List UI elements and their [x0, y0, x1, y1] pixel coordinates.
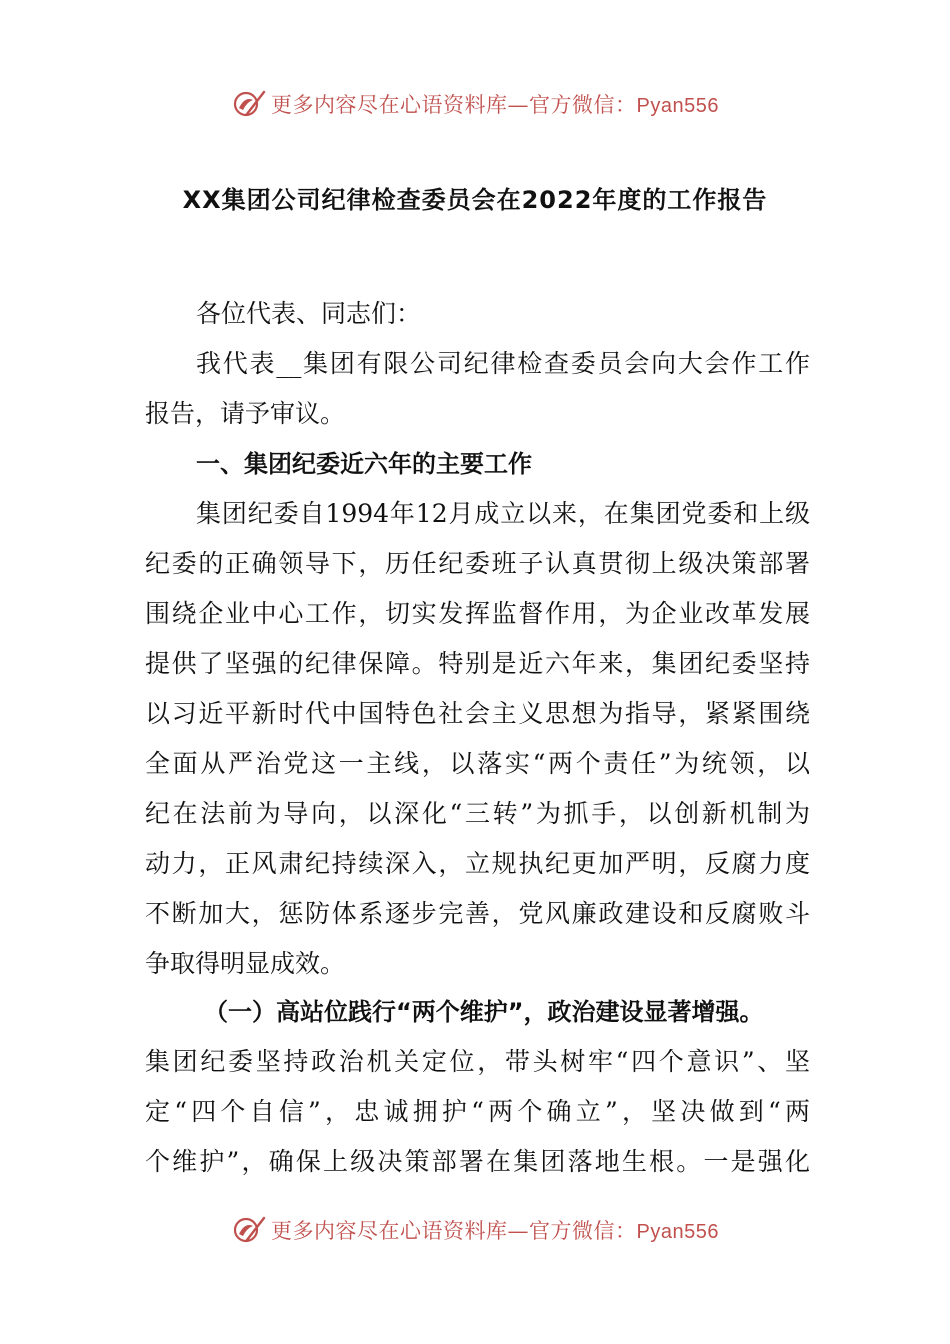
paragraph-line: 提供了坚强的纪律保障。特别是近六年来，集团纪委坚持	[145, 649, 810, 678]
intro-line: 报告，请予审议。	[145, 399, 346, 428]
paragraph-line: 争取得明显成效。	[145, 949, 346, 978]
paragraph-line: 个维护”，确保上级决策部署在集团落地生根。一是强化	[145, 1147, 810, 1176]
paragraph-line: 集团纪委自1994年12月成立以来，在集团党委和上级	[196, 499, 810, 528]
watermark-footer	[0, 1210, 950, 1250]
watermark-text: 更多内容尽在心语资料库—官方微信：Pyan556	[271, 93, 719, 117]
subsection-heading: （一）高站位践行“两个维护”，政治建设显著增强。	[204, 998, 764, 1026]
paragraph-line: 纪委的正确领导下，历任纪委班子认真贯彻上级决策部署	[145, 549, 810, 578]
document-title: XX集团公司纪律检查委员会在2022年度的工作报告	[182, 186, 768, 214]
paragraph-line: 不断加大，惩防体系逐步完善，党风廉政建设和反腐败斗	[145, 899, 810, 928]
paragraph-line: 纪在法前为导向，以深化“三转”为抓手，以创新机制为	[145, 799, 810, 828]
paragraph-line: 动力，正风肃纪持续深入，立规执纪更加严明，反腐力度	[145, 849, 810, 878]
paragraph-line: 全面从严治党这一主线，以落实“两个责任”为统领，以	[145, 749, 810, 778]
pen-logo-icon	[231, 1212, 267, 1248]
paragraph-line: 以习近平新时代中国特色社会主义思想为指导，紧紧围绕	[145, 699, 810, 728]
intro-line: 我代表__集团有限公司纪律检查委员会向大会作工作	[196, 349, 810, 378]
greeting: 各位代表、同志们：	[196, 299, 422, 328]
pen-logo-icon	[231, 86, 267, 122]
paragraph-line: 围绕企业中心工作，切实发挥监督作用，为企业改革发展	[145, 599, 810, 628]
paragraph-line: 集团纪委坚持政治机关定位，带头树牢“四个意识”、坚	[145, 1047, 810, 1076]
watermark-text: 更多内容尽在心语资料库—官方微信：Pyan556	[271, 1219, 719, 1243]
paragraph-line: 定“四个自信”，忠诚拥护“两个确立”，坚决做到“两	[145, 1097, 810, 1126]
section-heading: 一、集团纪委近六年的主要工作	[196, 450, 532, 478]
watermark-header	[0, 84, 950, 124]
